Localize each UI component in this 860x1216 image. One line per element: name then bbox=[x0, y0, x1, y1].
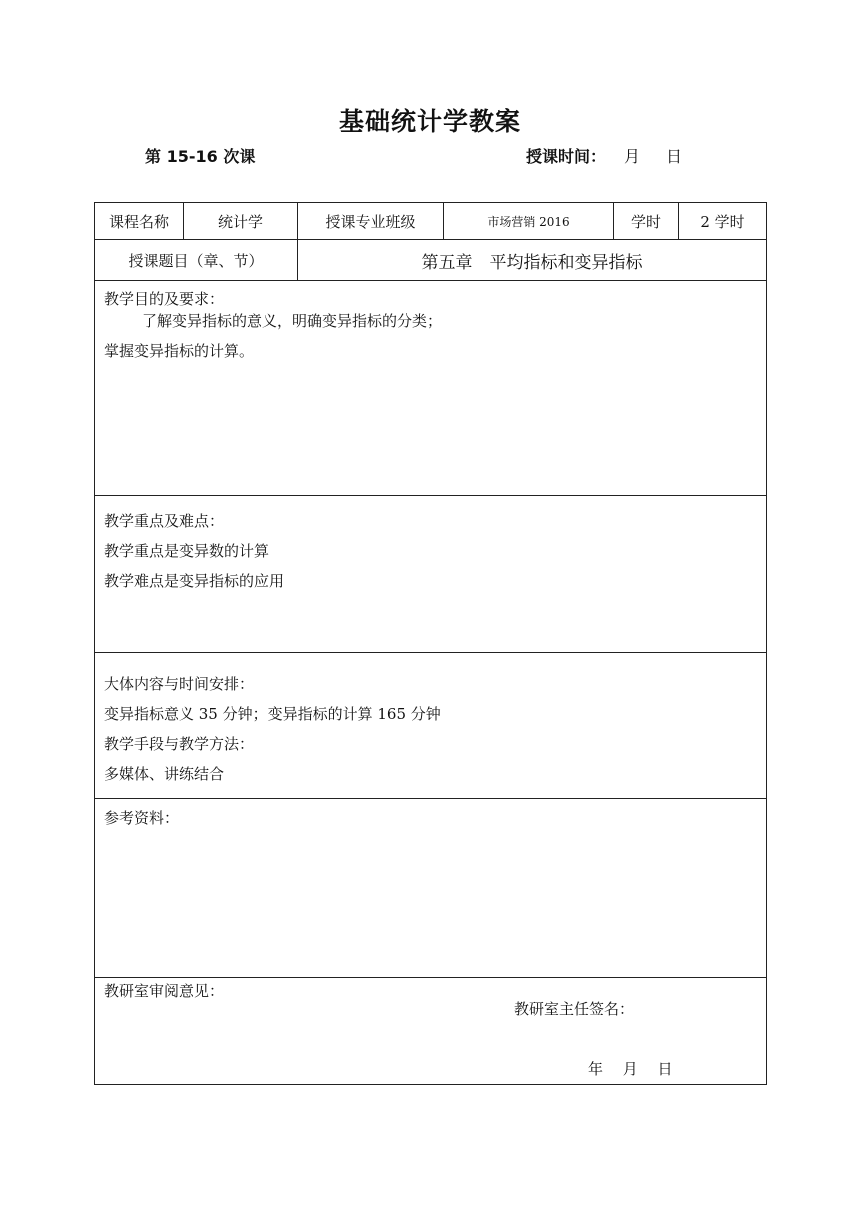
topic-value: 第五章 平均指标和变异指标 bbox=[298, 240, 767, 281]
review-heading: 教研室审阅意见： bbox=[104, 982, 225, 1000]
review-date: 年 月 日 bbox=[588, 1060, 673, 1078]
class-label: 授课专业班级 bbox=[298, 203, 444, 240]
arrangement-section bbox=[95, 653, 767, 799]
teach-time bbox=[526, 144, 682, 167]
lesson-plan-table bbox=[94, 202, 767, 1085]
key-points-row bbox=[95, 496, 767, 653]
page-title: 基础统计学教案 bbox=[338, 107, 521, 136]
references-section bbox=[95, 799, 767, 978]
objectives-section bbox=[95, 281, 767, 496]
course-name-value: 统计学 bbox=[184, 203, 298, 240]
key-points-heading: 教学重点及难点： bbox=[104, 512, 225, 530]
course-info-row bbox=[95, 203, 767, 240]
key-point-line: 教学重点是变异数的计算 bbox=[104, 542, 270, 560]
key-point-line: 教学难点是变异指标的应用 bbox=[104, 572, 285, 590]
objectives-heading: 教学目的及要求： bbox=[104, 290, 225, 308]
objectives-line: 掌握变异指标的计算。 bbox=[104, 342, 255, 360]
hours-label: 学时 bbox=[614, 203, 679, 240]
teach-time-label: 授课时间： bbox=[526, 147, 607, 166]
class-value: 市场营销 2016 bbox=[444, 203, 614, 240]
course-name-label: 课程名称 bbox=[95, 203, 184, 240]
topic-row bbox=[95, 240, 767, 281]
objectives-row bbox=[95, 281, 767, 496]
references-heading: 参考资料： bbox=[104, 809, 180, 827]
arrangement-line: 变异指标意义 35 分钟；变异指标的计算 165 分钟 bbox=[104, 705, 441, 723]
objectives-line: 了解变异指标的意义，明确变异指标的分类； bbox=[142, 312, 443, 330]
key-points-section bbox=[95, 496, 767, 653]
director-signature-label: 教研室主任签名： bbox=[514, 1000, 635, 1018]
methods-heading: 教学手段与教学方法： bbox=[104, 735, 255, 753]
teach-time-day: 日 bbox=[666, 147, 683, 166]
methods-line: 多媒体、讲练结合 bbox=[104, 765, 225, 783]
references-row bbox=[95, 799, 767, 978]
lesson-number: 第 15-16 次课 bbox=[145, 147, 256, 166]
topic-label: 授课题目（章、节） bbox=[95, 240, 298, 281]
review-row bbox=[95, 978, 767, 1085]
review-section bbox=[95, 978, 767, 1085]
arrangement-row bbox=[95, 653, 767, 799]
teach-time-month: 月 bbox=[624, 147, 641, 166]
arrangement-heading: 大体内容与时间安排： bbox=[104, 675, 255, 693]
hours-value: 2 学时 bbox=[679, 203, 767, 240]
